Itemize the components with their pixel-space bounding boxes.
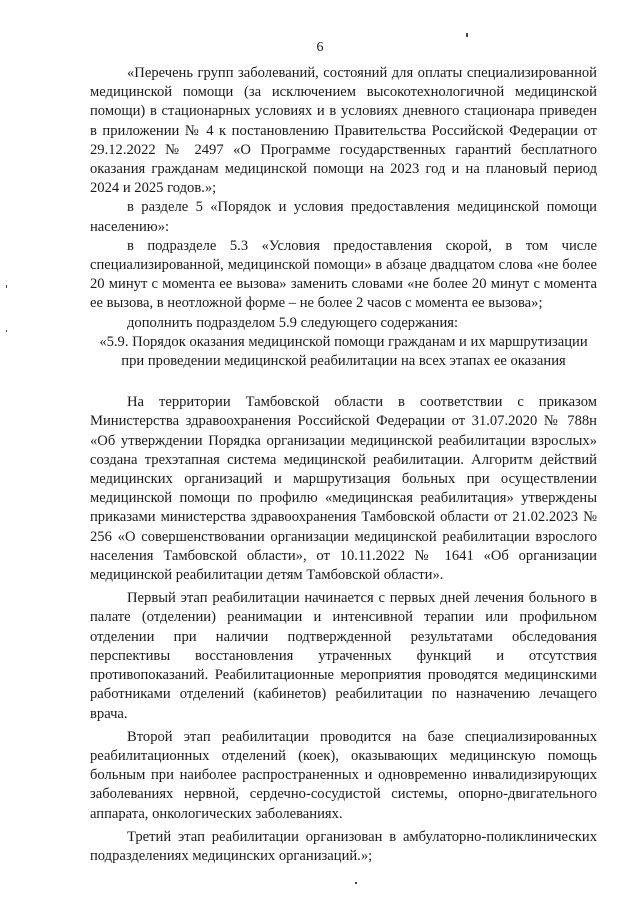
paragraph-add-subsection: дополнить подразделом 5.9 следующего содержания:	[127, 314, 459, 331]
scan-artifact	[6, 285, 7, 288]
paragraph-subsection-5-3: в подразделе 5.3 «Условия предоставления скорой, в том числе специализированной, медицинской помощи» в абзаце двадцатом слова «не более 20 минут с момента ее вызова» заменить словами «не более 20 минут с момента ее вызова, в неотложной форме – не более 2 часов с момента ее вызова»;	[90, 237, 597, 312]
paragraph-third-stage: Третий этап реабилитации организован в амбулаторно-поликлинических подразделениях медицинских организаций.»;	[90, 828, 597, 864]
scan-artifact	[6, 330, 7, 332]
subsection-heading-5-9: «5.9. Порядок оказания медицинской помощи гражданам и их маршрутизации при проведении медицинской реабилитации на всех этапах ее оказания	[99, 333, 588, 370]
paragraph-section-5: в разделе 5 «Порядок и условия предоставления медицинской помощи населению»:	[90, 199, 597, 235]
scan-artifact	[466, 33, 468, 37]
document-body	[90, 64, 597, 866]
scan-artifact	[355, 882, 357, 884]
paragraph-first-stage: Первый этап реабилитации начинается с первых дней лечения больного в палате (отделении) реанимации и интенсивной терапии или профильном отделении при наличии подтвержденной результатами обследования перспективы восстановления утраченных функций и отсутствия противопоказаний. Реабилитационные мероприятия проводятся медицинскими работниками отделений (кабинетов) реабилитации по назначению лечащего врача.	[90, 590, 597, 722]
paragraph-rehab-system: На территории Тамбовской области в соответствии с приказом Министерства здравоохранения Российской Федерации от 31.07.2020 № 788н «Об утверждении Порядка организации медицинской реабилитации взрослых» создана трехэтапная система медицинской реабилитации. Алгоритм действий медицинских организаций и маршрутизация больных при осуществлении медицинской помощи по профилю «медицинская реабилитация» утверждены приказами министерства здравоохранения Тамбовской области от 21.02.2023 № 256 «О совершенствовании организации медицинской реабилитации взрослого населения Тамбовской области», от 10.11.2022 № 1641 «Об организации медицинской реабилитации детям Тамбовской области».	[90, 394, 597, 584]
paragraph-program-list: «Перечень групп заболеваний, состояний для оплаты специализированной медицинской помощи (за исключением высокотехнологичной медицинской помощи) в стационарных условиях и в условиях дневного стационара приведен в приложении № 4 к постановлению Правительства Российской Федерации от 29.12.2022 № 2497 «О Программе государственных гарантий бесплатного оказания гражданам медицинской помощи на 2023 год и на плановый период 2024 и 2025 годов.»;	[90, 65, 597, 197]
page-number: 6	[316, 40, 324, 55]
paragraph-second-stage: Второй этап реабилитации проводится на базе специализированных реабилитационных отделений (коек), оказывающих медицинскую помощь больным при наиболее распространенных и одновременно инвалидизирующих заболеваниях нервной, сердечно-сосудистой системы, опорно-двигательного аппарата, онкологических заболеваниях.	[90, 728, 597, 822]
